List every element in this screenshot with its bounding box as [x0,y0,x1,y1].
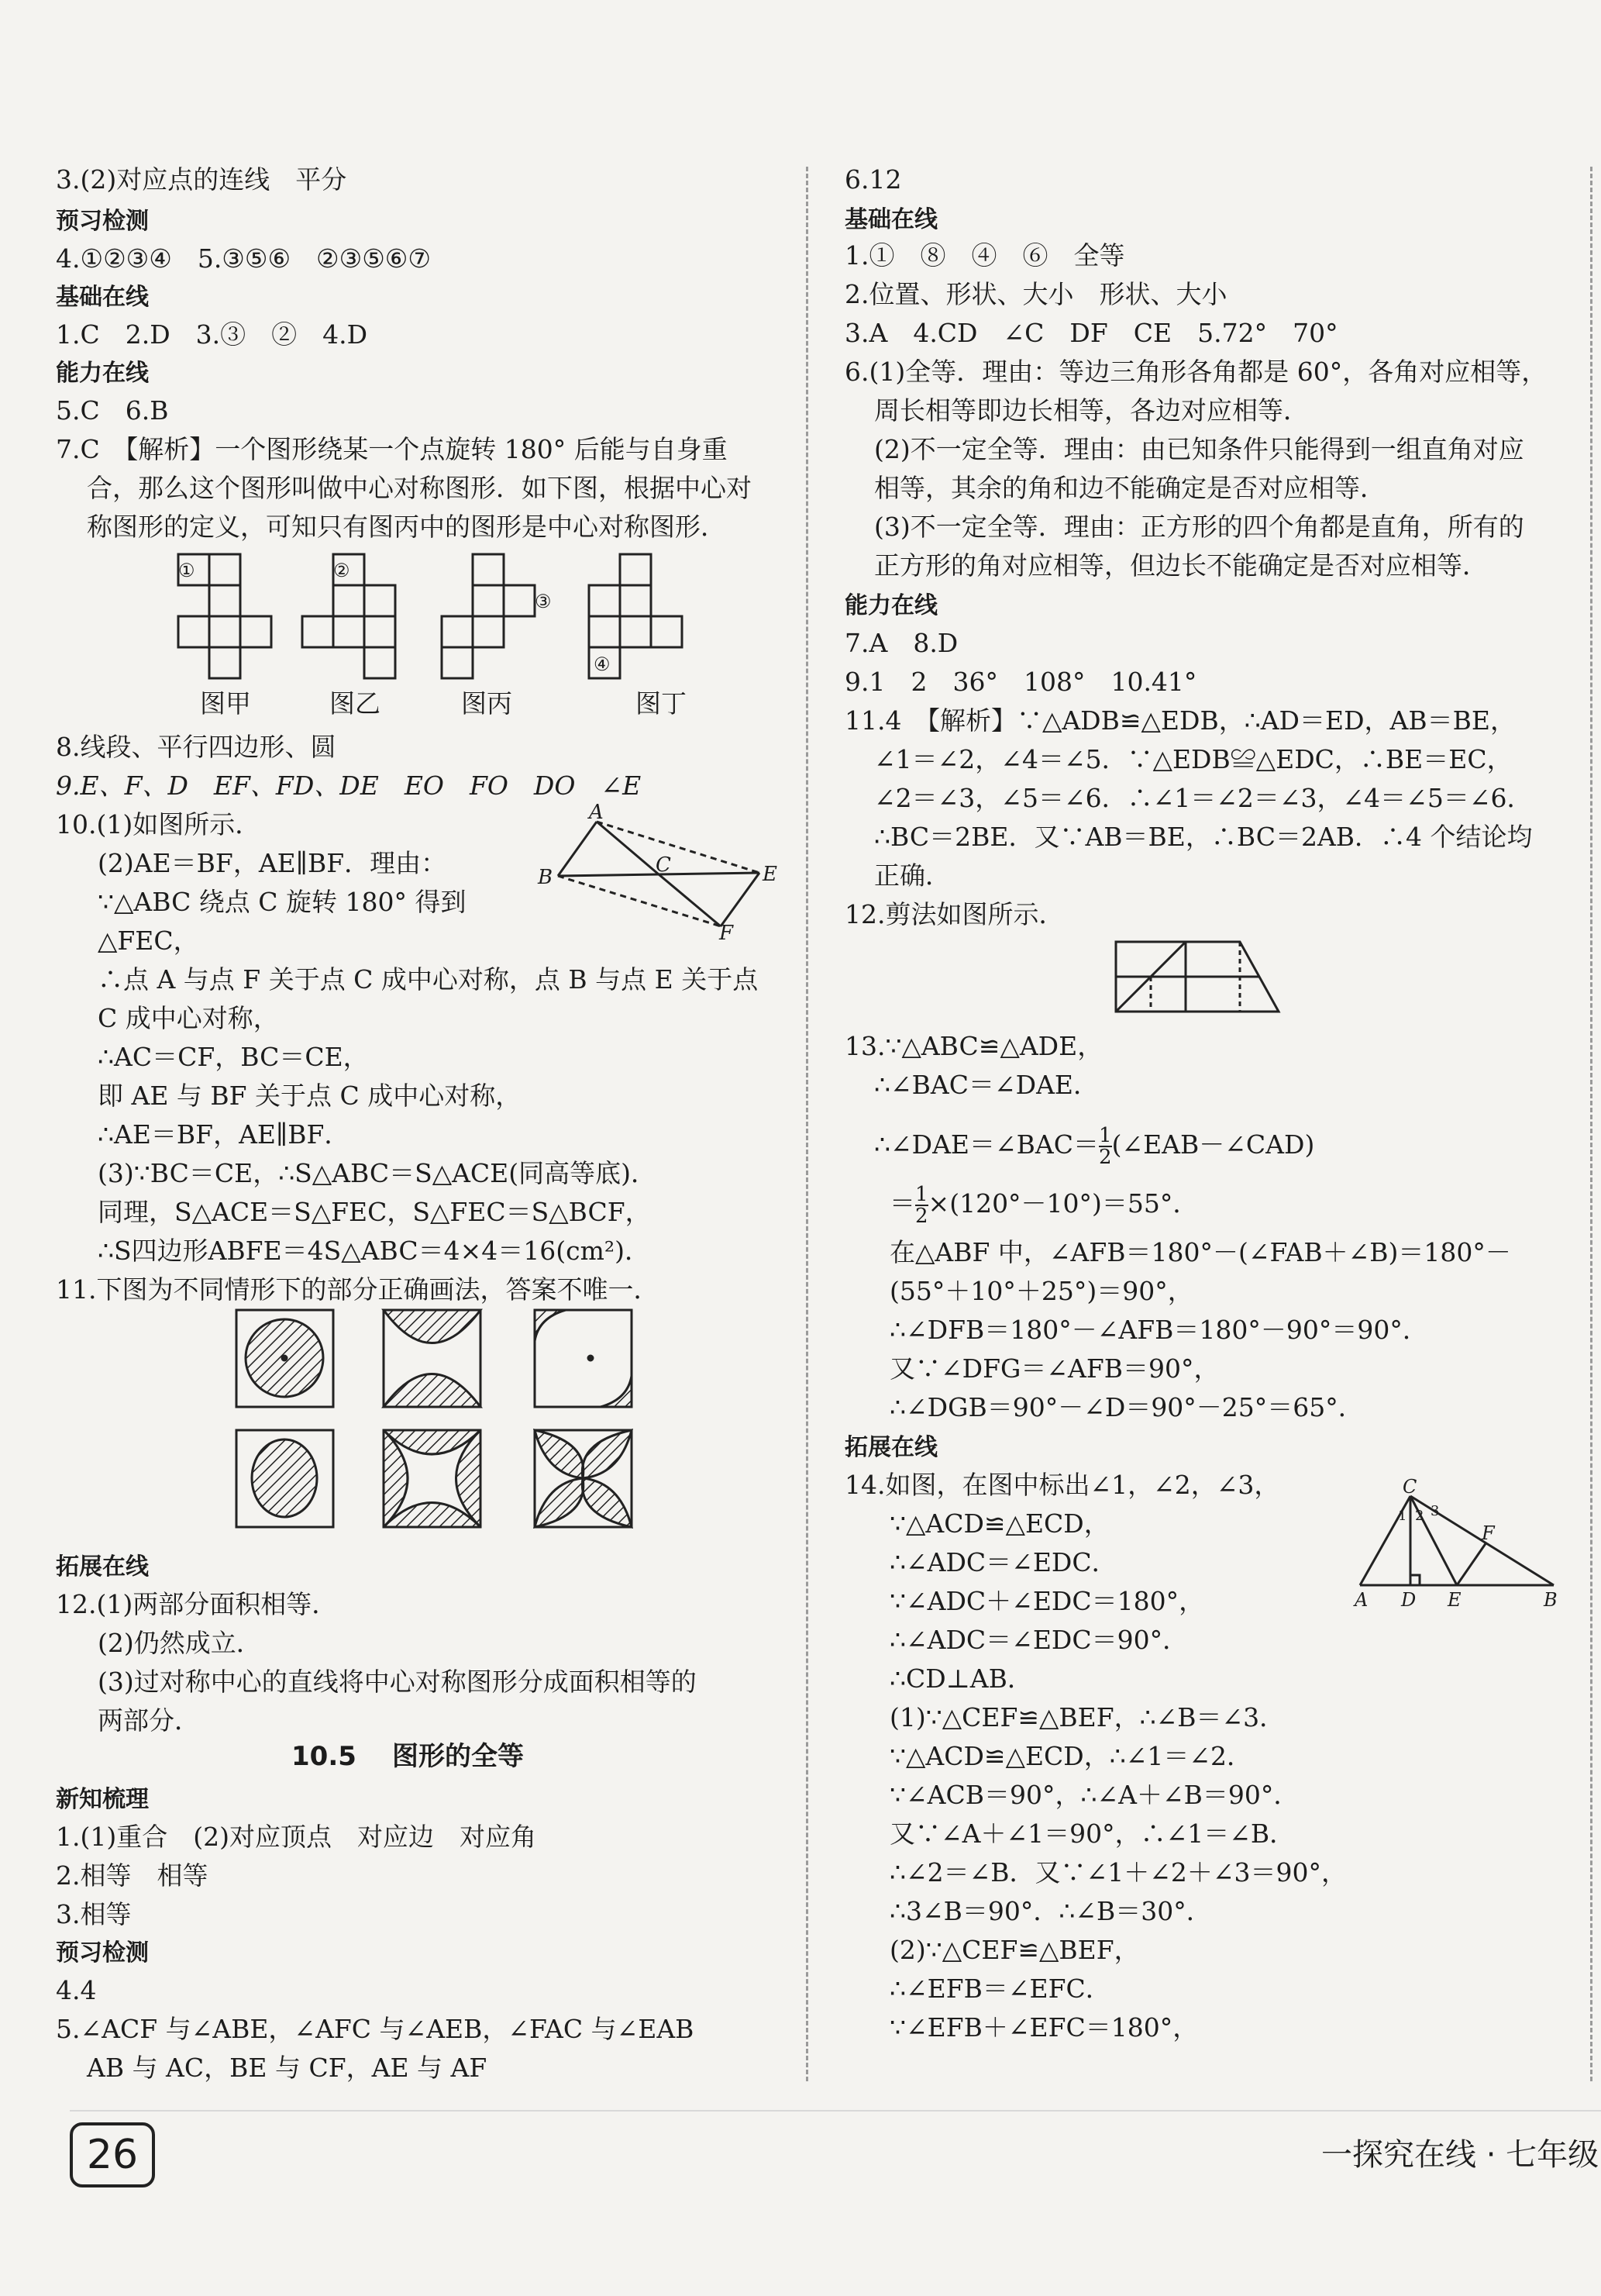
answer-line: ∴∠BAC＝∠DAE． [874,1070,1100,1100]
answer-line: (3)不一定全等．理由：正方形的四个角都是直角，所有的 [874,512,1524,542]
answer-line: 7.C 【解析】一个图形绕某一个点旋转 180° 后能与自身重 [56,434,728,464]
fraction-denominator: 2 [1099,1146,1112,1169]
answer-line: ∵∠ACB＝90°，∴∠A＋∠B＝90°． [890,1780,1300,1810]
formula-text: (∠EAB－∠CAD) [1111,1129,1315,1160]
answer-line: 2.位置、形状、大小 形状、大小 [845,279,1227,309]
net-mark-1: ① [178,560,195,581]
answer-line: 合，那么这个图形叫做中心对称图形．如下图，根据中心对 [87,473,752,503]
net-mark-3: ③ [535,591,552,612]
answer-line: 正方形的角对应相等，但边长不能确定是否对应相等． [874,550,1488,581]
answer-line: 7.A 8.D [845,628,959,658]
section-heading: 预习检测 [56,1939,149,1967]
fraction [1099,1126,1112,1167]
answer-line: ∴AC＝CF，BC＝CE， [98,1042,369,1072]
fraction [915,1184,928,1226]
page-edge-divider [1590,167,1592,2081]
answer-line: ∵∠EFB＋∠EFC＝180°， [890,2012,1199,2043]
point-label-e: E [1448,1589,1462,1611]
answer-line: (1)∵△CEF≌△BEF，∴∠B＝∠3． [890,1702,1286,1732]
point-label-d: D [1401,1589,1417,1611]
answer-line: ∴∠ADC＝∠EDC＝90°． [890,1625,1189,1655]
answer-line: 5.∠ACF 与∠ABE，∠AFC 与∠AEB，∠FAC 与∠EAB [56,2014,694,2044]
answer-line: 即 AE 与 BF 关于点 C 成中心对称， [98,1081,522,1111]
answer-line: 4.4 [56,1975,97,2005]
section-heading: 基础在线 [56,284,149,311]
section-heading: 预习检测 [56,208,149,235]
answer-line: ∴CD⊥AB． [890,1663,1033,1694]
answer-line: 1.① ⑧ ④ ⑥ 全等 [845,240,1125,271]
answer-line: 6.(1)全等．理由：等边三角形各角都是 60°，各角对应相等， [845,357,1548,387]
answer-line: 14.如图，在图中标出∠1，∠2，∠3， [845,1470,1280,1500]
net-figures [170,546,697,686]
answer-line: (2)AE＝BF，AE∥BF．理由： [98,848,447,878]
section-heading: 基础在线 [845,206,938,233]
section-heading: 新知梳理 [56,1786,149,1813]
answer-line: 相等，其余的角和边不能确定是否对应相等． [874,473,1386,503]
answer-line: (3)∵BC＝CE，∴S△ABC＝S△ACE(同高等底)． [98,1158,657,1188]
point-label-a: A [589,801,604,824]
answer-line: 11.下图为不同情形下的部分正确画法，答案不唯一． [56,1274,659,1305]
section-number: 10.5 [291,1741,356,1772]
answer-line: 1.C 2.D 3.③ ② 4.D [56,319,368,350]
net-mark-2: ② [333,560,350,581]
fraction-denominator: 2 [915,1205,928,1228]
answer-line: 3.A 4.CD ∠C DF CE 5.72° 70° [845,318,1338,348]
answer-line: ∠1＝∠2，∠4＝∠5．∵△EDB≌△EDC，∴BE＝EC， [874,744,1513,774]
answer-line: 又∵∠A＋∠1＝90°，∴∠1＝∠B． [890,1819,1296,1849]
point-label-b: B [538,866,553,889]
answer-line: ∴AE＝BF，AE∥BF． [98,1119,350,1150]
figure-caption: 图乙 [329,688,380,719]
answer-line: 8.线段、平行四边形、圆 [56,732,336,762]
figure-caption: 图丙 [461,688,512,719]
angle-label-2: 2 [1415,1508,1424,1524]
answer-line: 2.相等 相等 [56,1860,208,1891]
section-heading: 拓展在线 [845,1434,938,1461]
point-label-c: C [656,853,671,877]
book-series-title: 一探究在线 · 七年级 [1321,2137,1599,2173]
answer-line: ∴∠DGB＝90°－∠D＝90°－25°＝65°． [890,1392,1364,1422]
section-title: 图形的全等 [392,1741,524,1772]
point-label-f: F [719,922,734,945]
angle-label-1: 1 [1398,1508,1407,1524]
answer-line: ∴∠ADC＝∠EDC． [890,1547,1117,1577]
angle-label-3: 3 [1431,1503,1440,1519]
fraction-numerator: 1 [915,1183,928,1206]
point-label-f: F [1482,1522,1495,1544]
answer-line: 9.1 2 36° 108° 10.41° [845,667,1197,697]
symmetric-drawings [225,1302,752,1535]
answer-line: 3.相等 [56,1899,132,1929]
answer-line: (2)不一定全等．理由：由已知条件只能得到一组直角对应 [874,434,1524,464]
figure-caption: 图丁 [635,688,687,719]
answer-line: 11.4 【解析】∵△ADB≌△EDB，∴AD＝ED，AB＝BE， [845,705,1516,736]
answer-line: AB 与 AC，BE 与 CF，AE 与 AF [87,2053,487,2083]
answer-line: 10.(1)如图所示． [56,809,261,839]
answer-line: ∵∠ADC＋∠EDC＝180°， [890,1586,1205,1616]
answer-line [890,1184,1198,1226]
answer-line: (3)过对称中心的直线将中心对称图形分成面积相等的 [98,1667,697,1697]
answer-line: C 成中心对称， [98,1003,279,1033]
answer-line: 1.(1)重合 (2)对应顶点 对应边 对应角 [56,1822,536,1852]
answer-line: 12.剪法如图所示． [845,899,1065,929]
answer-line: 在△ABF 中，∠AFB＝180°－(∠FAB＋∠B)＝180°－ [890,1237,1511,1267]
answer-line: (2)∵△CEF≌△BEF， [890,1935,1140,1965]
answer-line: 4.①②③④ 5.③⑤⑥ ②③⑤⑥⑦ [56,243,431,274]
answer-line: ∴∠DFB＝180°－∠AFB＝180°－90°＝90°． [890,1315,1428,1345]
point-label-b: B [1544,1589,1558,1611]
answer-line: 13.∵△ABC≌△ADE， [845,1031,1103,1061]
answer-line: 3.(2)对应点的连线 平分 [56,164,347,195]
answer-line: 6.12 [845,164,902,195]
cut-figure [1108,934,1286,1019]
formula-text: ∴∠DAE＝∠BAC＝ [874,1129,1100,1160]
answer-line: 称图形的定义，可知只有图丙中的图形是中心对称图形． [87,512,726,542]
page-number: 26 [70,2122,155,2187]
formula-text: ×(120°－10°)＝55°． [928,1188,1199,1219]
point-label-c: C [1403,1476,1417,1498]
footer-rule [70,2110,1601,2112]
answer-line: 5.C 6.B [56,395,169,426]
section-heading: 能力在线 [845,592,938,619]
answer-line: ∴BC＝2BE．又∵AB＝BE，∴BC＝2AB．∴4 个结论均 [874,822,1533,852]
net-mark-4: ④ [594,653,611,675]
answer-line: (55°＋10°＋25°)＝90°， [890,1276,1193,1306]
answer-line: 同理，S△ACE＝S△FEC，S△FEC＝S△BCF， [98,1197,651,1227]
answer-line: 9.E、F、D EF、FD、DE EO FO DO ∠E [56,771,642,801]
formula-text: ＝ [890,1188,915,1219]
section-heading: 能力在线 [56,360,149,387]
answer-line: ∴3∠B＝90°．∴∠B＝30°． [890,1896,1212,1926]
section-heading: 拓展在线 [56,1553,149,1581]
answer-line: ∠2＝∠3，∠5＝∠6．∴∠1＝∠2＝∠3，∠4＝∠5＝∠6． [874,783,1533,813]
answer-line: ∵△ACD≌△ECD，∴∠1＝∠2． [890,1741,1253,1771]
answer-line: 正确． [874,860,951,891]
answer-line: ∵△ACD≌△ECD， [890,1508,1110,1539]
figure-caption: 图甲 [200,688,251,719]
answer-line: ∵△ABC 绕点 C 旋转 180° 得到 [98,887,467,917]
point-label-a: A [1355,1589,1369,1611]
answer-line: ∴S四边形ABFE＝4S△ABC＝4×4＝16(cm²)． [98,1236,650,1266]
answer-line: ∴∠2＝∠B．又∵∠1＋∠2＋∠3＝90°， [890,1857,1347,1887]
answer-line: ∴∠EFB＝∠EFC． [890,1974,1111,2004]
answer-line [874,1126,1314,1167]
answer-line: △FEC， [98,926,199,956]
answer-line: ∴点 A 与点 F 关于点 C 成中心对称，点 B 与点 E 关于点 [98,964,759,995]
point-label-e: E [763,863,777,886]
fraction-numerator: 1 [1099,1124,1112,1147]
answer-line: (2)仍然成立． [98,1628,262,1658]
answer-line: 12.(1)两部分面积相等． [56,1589,338,1619]
answer-line: 两部分． [98,1705,200,1736]
answer-line: 周长相等即边长相等，各边对应相等． [874,395,1309,426]
column-divider [806,167,808,2081]
answer-line: 又∵∠DFG＝∠AFB＝90°， [890,1353,1220,1384]
